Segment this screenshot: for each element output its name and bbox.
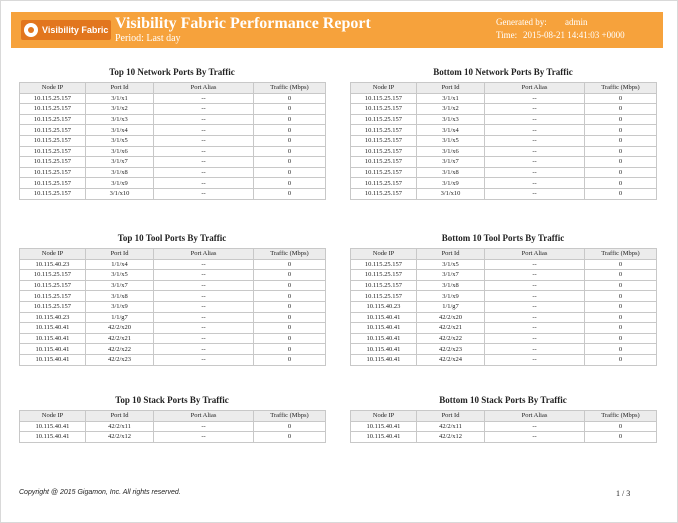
table-cell: --: [485, 421, 585, 432]
generated-time: [496, 30, 625, 41]
table-row: [351, 344, 657, 355]
column-header: Traffic (Mbps): [254, 411, 326, 422]
table-row: [351, 280, 657, 291]
column-header: Traffic (Mbps): [254, 83, 326, 94]
table-cell: --: [485, 93, 585, 104]
table-cell: 3/1/x8: [86, 291, 154, 302]
table-row: [351, 135, 657, 146]
table-cell: 0: [254, 301, 326, 312]
table-row: [20, 259, 326, 270]
table-row: [20, 301, 326, 312]
table-cell: --: [485, 344, 585, 355]
table-cell: 10.115.40.41: [351, 323, 417, 334]
table-cell: --: [154, 157, 254, 168]
table-cell: 0: [254, 291, 326, 302]
table-cell: 10.115.40.41: [20, 432, 86, 443]
table-cell: 0: [254, 114, 326, 125]
table-header-row: [351, 83, 657, 94]
table-cell: 10.115.25.157: [351, 167, 417, 178]
table-cell: 10.115.25.157: [20, 104, 86, 115]
table-cell: 0: [254, 93, 326, 104]
table-row: [20, 354, 326, 365]
table-cell: 42/2/x21: [86, 333, 154, 344]
table-cell: 3/1/x5: [86, 135, 154, 146]
table-cell: --: [154, 344, 254, 355]
section-title: Top 10 Network Ports By Traffic: [109, 67, 235, 77]
table-cell: 0: [254, 167, 326, 178]
table-cell: 0: [585, 125, 657, 136]
table-cell: 0: [585, 354, 657, 365]
table-cell: 0: [585, 270, 657, 281]
table-cell: 0: [585, 432, 657, 443]
table-cell: 10.115.40.41: [20, 323, 86, 334]
table-cell: --: [154, 146, 254, 157]
table-cell: 0: [254, 104, 326, 115]
table-cell: 0: [585, 157, 657, 168]
table-cell: 10.115.25.157: [20, 301, 86, 312]
table-row: [20, 178, 326, 189]
table-cell: 0: [585, 291, 657, 302]
table-cell: 3/1/x9: [417, 291, 485, 302]
top-network-ports-table: [19, 82, 326, 200]
table-cell: 42/2/x24: [417, 354, 485, 365]
table-row: [351, 333, 657, 344]
table-cell: 3/1/x8: [417, 167, 485, 178]
table-cell: 10.115.25.157: [351, 104, 417, 115]
column-header: Port Alias: [154, 411, 254, 422]
table-cell: --: [154, 301, 254, 312]
table-cell: 10.115.25.157: [351, 114, 417, 125]
column-header: Port Alias: [485, 83, 585, 94]
table-row: [351, 125, 657, 136]
table-cell: 42/2/x23: [417, 344, 485, 355]
table-header-row: [351, 411, 657, 422]
table-row: [20, 333, 326, 344]
table-cell: 10.115.40.41: [20, 344, 86, 355]
table-cell: 42/2/x21: [417, 323, 485, 334]
table-cell: 42/2/x11: [417, 421, 485, 432]
table-cell: 1/1/g7: [417, 301, 485, 312]
table-cell: 10.115.40.23: [20, 312, 86, 323]
top-stack-ports-section: [19, 394, 325, 443]
column-header: Port Alias: [485, 411, 585, 422]
report-title: Visibility Fabric Performance Report: [115, 15, 371, 32]
table-row: [351, 157, 657, 168]
column-header: Port Alias: [154, 83, 254, 94]
table-row: [20, 312, 326, 323]
table-row: [351, 312, 657, 323]
table-row: [351, 167, 657, 178]
table-cell: --: [485, 259, 585, 270]
table-cell: 10.115.40.23: [20, 259, 86, 270]
table-cell: 3/1/x3: [417, 114, 485, 125]
table-cell: 10.115.25.157: [20, 146, 86, 157]
table-cell: 3/1/x2: [417, 104, 485, 115]
table-cell: --: [154, 167, 254, 178]
table-cell: 0: [585, 323, 657, 334]
table-row: [20, 280, 326, 291]
table-cell: 10.115.25.157: [351, 125, 417, 136]
table-cell: 3/1/x5: [417, 259, 485, 270]
table-cell: 0: [585, 421, 657, 432]
table-row: [351, 432, 657, 443]
table-cell: 0: [254, 270, 326, 281]
table-cell: 0: [585, 301, 657, 312]
column-header: Node IP: [20, 249, 86, 260]
table-cell: 10.115.25.157: [351, 188, 417, 199]
table-cell: 0: [585, 114, 657, 125]
table-cell: 10.115.25.157: [351, 157, 417, 168]
table-cell: --: [485, 333, 585, 344]
table-cell: 3/1/x1: [417, 93, 485, 104]
table-cell: 0: [254, 280, 326, 291]
table-cell: 0: [254, 344, 326, 355]
column-header: Port Id: [417, 411, 485, 422]
table-cell: --: [485, 280, 585, 291]
table-cell: --: [485, 157, 585, 168]
table-cell: 3/1/x10: [417, 188, 485, 199]
table-row: [20, 114, 326, 125]
table-row: [351, 291, 657, 302]
table-cell: 3/1/x9: [86, 301, 154, 312]
table-cell: 0: [585, 104, 657, 115]
table-cell: 0: [585, 344, 657, 355]
column-header: Port Id: [417, 249, 485, 260]
table-cell: 42/2/x22: [417, 333, 485, 344]
table-cell: --: [154, 280, 254, 291]
table-cell: --: [485, 167, 585, 178]
table-cell: --: [485, 312, 585, 323]
table-cell: 0: [585, 167, 657, 178]
section-title: Bottom 10 Tool Ports By Traffic: [441, 233, 565, 243]
top-tool-ports-section: [19, 232, 325, 366]
table-cell: --: [485, 291, 585, 302]
table-cell: --: [485, 135, 585, 146]
table-cell: 42/2/x20: [86, 323, 154, 334]
table-cell: 0: [254, 333, 326, 344]
table-cell: --: [485, 104, 585, 115]
table-cell: --: [154, 270, 254, 281]
report-header: [11, 12, 663, 48]
report-period: Period: Last day: [115, 33, 181, 44]
table-cell: --: [485, 146, 585, 157]
table-header-row: [20, 411, 326, 422]
table-cell: 10.115.40.41: [20, 421, 86, 432]
table-cell: --: [485, 270, 585, 281]
table-row: [351, 188, 657, 199]
table-row: [351, 421, 657, 432]
column-header: Traffic (Mbps): [585, 249, 657, 260]
table-row: [351, 114, 657, 125]
table-cell: --: [154, 114, 254, 125]
top-stack-ports-table: [19, 410, 326, 443]
table-cell: --: [154, 421, 254, 432]
table-cell: 10.115.25.157: [20, 280, 86, 291]
section-title: Bottom 10 Stack Ports By Traffic: [439, 395, 567, 405]
table-cell: 0: [254, 178, 326, 189]
gigamon-logo: [21, 20, 111, 40]
table-row: [351, 259, 657, 270]
table-cell: 10.115.25.157: [20, 135, 86, 146]
column-header: Port Alias: [154, 249, 254, 260]
table-cell: 0: [254, 421, 326, 432]
table-cell: 10.115.40.41: [20, 354, 86, 365]
table-cell: 10.115.25.157: [20, 167, 86, 178]
table-cell: --: [485, 125, 585, 136]
generated-by: [496, 17, 588, 28]
table-cell: 10.115.40.41: [351, 432, 417, 443]
table-cell: 10.115.40.41: [351, 421, 417, 432]
table-header-row: [20, 83, 326, 94]
table-cell: --: [485, 178, 585, 189]
table-row: [20, 125, 326, 136]
bottom-network-ports-section: [350, 66, 656, 200]
table-cell: --: [485, 301, 585, 312]
table-cell: --: [154, 104, 254, 115]
table-cell: 0: [585, 259, 657, 270]
table-cell: 0: [585, 280, 657, 291]
generated-by-value: admin: [565, 17, 588, 27]
table-cell: 0: [254, 157, 326, 168]
table-cell: 10.115.25.157: [351, 291, 417, 302]
table-cell: --: [154, 259, 254, 270]
table-cell: 10.115.25.157: [20, 125, 86, 136]
table-cell: 10.115.25.157: [351, 270, 417, 281]
table-cell: 10.115.25.157: [351, 259, 417, 270]
table-row: [20, 146, 326, 157]
table-cell: --: [485, 188, 585, 199]
table-row: [20, 167, 326, 178]
table-row: [351, 270, 657, 281]
page-number: 1 / 3: [616, 489, 631, 498]
column-header: Port Id: [86, 83, 154, 94]
table-row: [20, 104, 326, 115]
table-cell: 42/2/x11: [86, 421, 154, 432]
table-cell: --: [154, 125, 254, 136]
table-cell: 10.115.25.157: [20, 93, 86, 104]
table-cell: 0: [254, 188, 326, 199]
table-cell: --: [485, 354, 585, 365]
table-cell: 10.115.40.41: [351, 312, 417, 323]
table-cell: 10.115.25.157: [20, 188, 86, 199]
column-header: Port Alias: [485, 249, 585, 260]
table-cell: 3/1/x8: [86, 167, 154, 178]
column-header: Node IP: [351, 411, 417, 422]
table-row: [20, 291, 326, 302]
table-cell: --: [154, 312, 254, 323]
column-header: Port Id: [417, 83, 485, 94]
table-cell: --: [154, 323, 254, 334]
column-header: Node IP: [351, 249, 417, 260]
table-row: [351, 93, 657, 104]
top-network-ports-section: [19, 66, 325, 200]
table-cell: --: [154, 188, 254, 199]
table-cell: 0: [585, 333, 657, 344]
table-cell: --: [485, 432, 585, 443]
table-cell: 3/1/x6: [86, 146, 154, 157]
table-row: [20, 323, 326, 334]
table-cell: 10.115.25.157: [351, 93, 417, 104]
table-cell: 3/1/x7: [86, 280, 154, 291]
table-cell: 0: [254, 146, 326, 157]
table-cell: 10.115.40.41: [351, 344, 417, 355]
table-header-row: [20, 249, 326, 260]
table-row: [20, 157, 326, 168]
bottom-stack-ports-table: [350, 410, 657, 443]
table-cell: 0: [254, 135, 326, 146]
table-cell: 0: [585, 188, 657, 199]
time-label: Time:: [496, 30, 518, 40]
table-cell: 3/1/x10: [86, 188, 154, 199]
table-cell: 1/1/x4: [86, 259, 154, 270]
table-cell: 10.115.40.41: [20, 333, 86, 344]
table-cell: 3/1/x5: [417, 135, 485, 146]
table-cell: --: [154, 178, 254, 189]
table-cell: --: [154, 93, 254, 104]
section-title: Top 10 Tool Ports By Traffic: [117, 233, 227, 243]
table-cell: 42/2/x12: [417, 432, 485, 443]
generated-by-label: Generated by:: [496, 17, 547, 27]
table-cell: 3/1/x1: [86, 93, 154, 104]
table-row: [351, 354, 657, 365]
table-cell: 3/1/x4: [86, 125, 154, 136]
table-cell: 10.115.25.157: [20, 114, 86, 125]
table-row: [20, 432, 326, 443]
table-cell: 0: [585, 178, 657, 189]
logo-text: Visibility Fabric: [42, 25, 109, 35]
column-header: Port Id: [86, 411, 154, 422]
table-cell: 0: [585, 93, 657, 104]
column-header: Traffic (Mbps): [585, 411, 657, 422]
table-cell: 0: [585, 146, 657, 157]
table-cell: 10.115.25.157: [20, 291, 86, 302]
table-cell: 3/1/x7: [417, 270, 485, 281]
table-row: [20, 270, 326, 281]
table-cell: 42/2/x22: [86, 344, 154, 355]
table-cell: --: [154, 333, 254, 344]
column-header: Port Id: [86, 249, 154, 260]
table-cell: 3/1/x7: [86, 157, 154, 168]
table-row: [351, 323, 657, 334]
table-cell: --: [485, 114, 585, 125]
bottom-network-ports-table: [350, 82, 657, 200]
time-value: 2015-08-21 14:41:03 +0000: [523, 30, 625, 40]
table-row: [351, 146, 657, 157]
table-cell: 10.115.40.23: [351, 301, 417, 312]
top-tool-ports-table: [19, 248, 326, 366]
gigamon-logo-icon: [24, 23, 38, 37]
table-cell: 0: [254, 323, 326, 334]
table-cell: 10.115.40.41: [351, 354, 417, 365]
table-cell: 10.115.25.157: [351, 135, 417, 146]
bottom-stack-ports-section: [350, 394, 656, 443]
table-cell: --: [154, 432, 254, 443]
column-header: Traffic (Mbps): [254, 249, 326, 260]
column-header: Traffic (Mbps): [585, 83, 657, 94]
table-cell: 0: [585, 312, 657, 323]
table-row: [20, 188, 326, 199]
table-cell: --: [485, 323, 585, 334]
table-row: [20, 135, 326, 146]
table-cell: 10.115.25.157: [20, 270, 86, 281]
table-cell: 3/1/x6: [417, 146, 485, 157]
table-cell: 0: [254, 432, 326, 443]
section-title: Bottom 10 Network Ports By Traffic: [433, 67, 573, 77]
table-cell: --: [154, 135, 254, 146]
column-header: Node IP: [20, 83, 86, 94]
table-cell: 3/1/x2: [86, 104, 154, 115]
column-header: Node IP: [351, 83, 417, 94]
table-row: [351, 301, 657, 312]
table-cell: 3/1/x7: [417, 157, 485, 168]
table-cell: 10.115.25.157: [20, 157, 86, 168]
table-cell: 10.115.25.157: [351, 178, 417, 189]
table-cell: 3/1/x8: [417, 280, 485, 291]
table-cell: 0: [254, 125, 326, 136]
table-row: [351, 104, 657, 115]
column-header: Node IP: [20, 411, 86, 422]
table-cell: 3/1/x9: [86, 178, 154, 189]
bottom-tool-ports-section: [350, 232, 656, 366]
table-cell: 1/1/g7: [86, 312, 154, 323]
table-cell: 10.115.25.157: [351, 146, 417, 157]
table-header-row: [351, 249, 657, 260]
table-cell: --: [154, 354, 254, 365]
table-row: [351, 178, 657, 189]
table-cell: 42/2/x23: [86, 354, 154, 365]
table-row: [20, 421, 326, 432]
table-cell: 42/2/x20: [417, 312, 485, 323]
table-cell: 3/1/x5: [86, 270, 154, 281]
table-cell: 3/1/x9: [417, 178, 485, 189]
copyright-text: Copyright @ 2015 Gigamon, Inc. All rights reserved.: [19, 489, 181, 496]
table-cell: --: [154, 291, 254, 302]
table-cell: 3/1/x4: [417, 125, 485, 136]
table-cell: 10.115.25.157: [351, 280, 417, 291]
section-title: Top 10 Stack Ports By Traffic: [115, 395, 229, 405]
table-cell: 10.115.40.41: [351, 333, 417, 344]
table-cell: 3/1/x3: [86, 114, 154, 125]
table-cell: 0: [254, 354, 326, 365]
table-cell: 10.115.25.157: [20, 178, 86, 189]
table-cell: 0: [585, 135, 657, 146]
bottom-tool-ports-table: [350, 248, 657, 366]
table-cell: 0: [254, 259, 326, 270]
table-row: [20, 93, 326, 104]
table-row: [20, 344, 326, 355]
table-cell: 42/2/x12: [86, 432, 154, 443]
table-cell: 0: [254, 312, 326, 323]
